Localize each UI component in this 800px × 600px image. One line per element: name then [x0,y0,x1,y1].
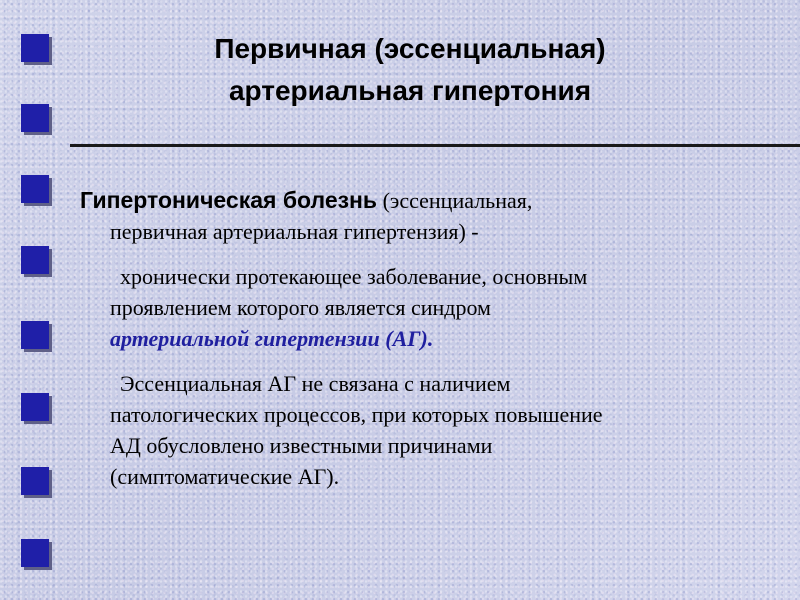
title-line-1: Первичная (эссенциальная) [214,33,606,64]
essential-ag-line-4: (симптоматические АГ). [110,464,340,489]
definition-paragraph [80,185,770,247]
essential-ag-line-1: Эссенциальная АГ не связана с наличием [120,371,511,396]
description-line-2: проявлением которого является синдром [110,295,491,320]
bullet-square-icon [21,34,49,62]
bullet-square-icon [21,321,49,349]
description-emphasis: артериальной гипертензии (АГ). [110,326,434,351]
essential-ag-paragraph [80,368,770,492]
bullet-square-icon [21,175,49,203]
bullet-square-icon [21,539,49,567]
definition-second-line: первичная артериальная гипертензия) - [110,219,479,244]
bullet-square-icon [21,246,49,274]
definition-term: Гипертоническая болезнь [80,187,378,213]
slide-title [110,28,710,112]
essential-ag-line-3: АД обусловлено известными причинами [110,433,493,458]
description-paragraph [80,261,770,354]
description-line-1: хронически протекающее заболевание, основным [120,264,588,289]
bullet-square-icon [21,467,49,495]
bullet-square-icon [21,104,49,132]
bullet-column [0,0,70,600]
slide-body [80,185,770,506]
title-divider [70,144,800,147]
definition-term-suffix: (эссенциальная, [377,188,533,213]
essential-ag-line-2: патологических процессов, при которых повышение [110,402,603,427]
title-line-2: артериальная гипертония [228,75,592,106]
bullet-square-icon [21,393,49,421]
definition-first-line [80,185,770,216]
